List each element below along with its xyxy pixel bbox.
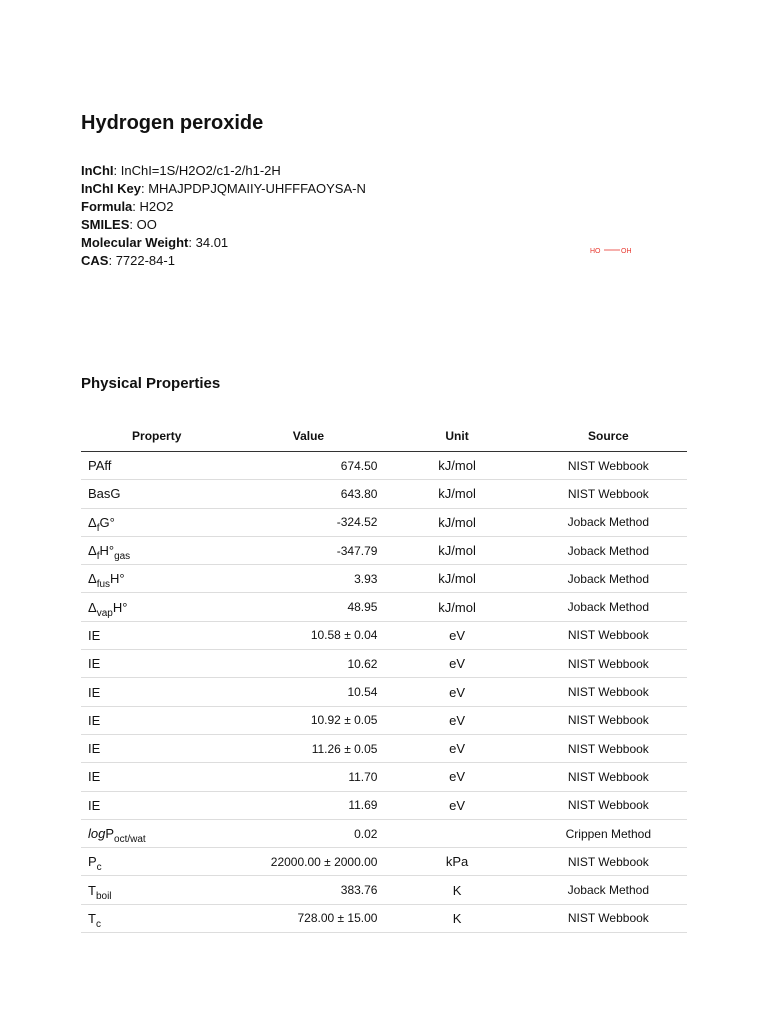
value-cell: 11.26 ± 0.05 (232, 734, 384, 762)
physical-properties-table (81, 421, 687, 933)
table-row (81, 621, 687, 649)
unit-cell (384, 819, 529, 847)
value-cell: 10.92 ± 0.05 (232, 706, 384, 734)
property-name-part: Δ (88, 599, 97, 615)
property-name-part: IE (88, 741, 101, 757)
identifier-value: 7722-84-1 (115, 253, 175, 268)
section-title: Physical Properties (81, 375, 221, 392)
identifier-smiles: SMILES: OO (81, 217, 157, 232)
identifier-value: 34.01 (195, 235, 229, 250)
property-name-part: IE (88, 627, 101, 643)
property-cell (81, 536, 232, 564)
identifier-key: Molecular Weight (81, 235, 189, 250)
property-cell (81, 763, 232, 791)
table-row (81, 848, 687, 876)
table-row (81, 904, 687, 932)
table-row (81, 508, 687, 536)
source-cell: NIST Webbook (530, 848, 687, 876)
property-name-part: IE (88, 769, 101, 785)
source-cell: NIST Webbook (530, 904, 687, 932)
property-name-part: G° (99, 514, 115, 530)
value-cell: 0.02 (232, 819, 384, 847)
property-name-part: BasG (88, 486, 121, 502)
property-name-part: boil (95, 890, 112, 902)
identifier-cas: CAS: 7722-84-1 (81, 253, 175, 268)
column-header-value: Value (232, 421, 384, 452)
property-name-part: Δ (88, 543, 97, 559)
value-cell: 728.00 ± 15.00 (232, 904, 384, 932)
unit-cell: eV (384, 650, 529, 678)
value-cell: 10.54 (232, 678, 384, 706)
identifier-key: InChI (81, 163, 114, 178)
property-cell (81, 480, 232, 508)
unit-cell: K (384, 904, 529, 932)
identifier-value: InChI=1S/H2O2/c1-2/h1-2H (120, 163, 281, 178)
table-row (81, 650, 687, 678)
property-name-part: IE (88, 797, 101, 813)
property-cell (81, 734, 232, 762)
property-name-part: f (96, 522, 100, 534)
property-cell (81, 593, 232, 621)
unit-cell: kJ/mol (384, 593, 529, 621)
source-cell: NIST Webbook (530, 452, 687, 480)
unit-cell: kJ/mol (384, 452, 529, 480)
table-row (81, 734, 687, 762)
source-cell: NIST Webbook (530, 763, 687, 791)
source-cell: NIST Webbook (530, 734, 687, 762)
identifier-key: InChI Key (81, 181, 141, 196)
table-row (81, 452, 687, 480)
table-row (81, 565, 687, 593)
unit-cell: eV (384, 678, 529, 706)
property-name-part: H° (110, 571, 125, 587)
property-name-part: gas (114, 551, 131, 563)
value-cell: 11.69 (232, 791, 384, 819)
table-row (81, 763, 687, 791)
property-cell (81, 706, 232, 734)
property-name-part: IE (88, 684, 101, 700)
source-cell: Joback Method (530, 565, 687, 593)
property-name-part: c (96, 862, 102, 874)
source-cell: Joback Method (530, 876, 687, 904)
unit-cell: kJ/mol (384, 536, 529, 564)
property-name-part: Δ (88, 571, 97, 587)
column-header-unit: Unit (384, 421, 529, 452)
source-cell: NIST Webbook (530, 480, 687, 508)
property-name-part: fus (96, 579, 111, 591)
source-cell: Crippen Method (530, 819, 687, 847)
column-header-source: Source (530, 421, 687, 452)
property-name-part: T (88, 910, 96, 926)
property-name-part: f (96, 551, 100, 563)
table-row (81, 480, 687, 508)
property-cell (81, 819, 232, 847)
property-cell (81, 791, 232, 819)
column-header-property: Property (81, 421, 232, 452)
property-cell (81, 848, 232, 876)
unit-cell: eV (384, 734, 529, 762)
identifier-value: OO (136, 217, 157, 232)
property-name-part: log (88, 826, 106, 841)
property-name-part: IE (88, 656, 101, 672)
value-cell: -324.52 (232, 508, 384, 536)
unit-cell: eV (384, 706, 529, 734)
property-cell (81, 565, 232, 593)
table-row (81, 876, 687, 904)
property-cell (81, 876, 232, 904)
source-cell: Joback Method (530, 536, 687, 564)
unit-cell: eV (384, 621, 529, 649)
value-cell: 48.95 (232, 593, 384, 621)
source-cell: NIST Webbook (530, 791, 687, 819)
property-name-part: vap (96, 607, 113, 619)
table-row (81, 593, 687, 621)
identifier-molecular-weight: Molecular Weight: 34.01 (81, 235, 229, 250)
property-name-part: PAff (88, 458, 112, 474)
property-cell (81, 452, 232, 480)
property-name-part: P (88, 854, 97, 870)
value-cell: 22000.00 ± 2000.00 (232, 848, 384, 876)
unit-cell: kPa (384, 848, 529, 876)
identifier-formula: Formula: H2O2 (81, 199, 174, 214)
source-cell: NIST Webbook (530, 706, 687, 734)
identifier-inchi: InChI: InChI=1S/H2O2/c1-2/h1-2H (81, 163, 281, 178)
table-row (81, 791, 687, 819)
value-cell: 383.76 (232, 876, 384, 904)
structure-atom-right: OH (621, 248, 632, 255)
property-name-part: H° (99, 543, 115, 559)
property-name-part: oct/wat (114, 834, 146, 845)
property-name-part: T (88, 882, 96, 898)
table-row (81, 819, 687, 847)
value-cell: 10.62 (232, 650, 384, 678)
value-cell: 674.50 (232, 452, 384, 480)
source-cell: NIST Webbook (530, 650, 687, 678)
identifier-list (81, 162, 366, 270)
property-cell (81, 650, 232, 678)
property-cell (81, 904, 232, 932)
value-cell: 3.93 (232, 565, 384, 593)
property-cell (81, 621, 232, 649)
table-row (81, 678, 687, 706)
value-cell: 643.80 (232, 480, 384, 508)
structure-atom-left: HO (590, 248, 601, 255)
unit-cell: kJ/mol (384, 508, 529, 536)
property-cell (81, 508, 232, 536)
source-cell: NIST Webbook (530, 678, 687, 706)
table-body (81, 452, 687, 933)
unit-cell: kJ/mol (384, 480, 529, 508)
value-cell: 10.58 ± 0.04 (232, 621, 384, 649)
table-header-row (81, 421, 687, 452)
unit-cell: eV (384, 791, 529, 819)
identifier-value: MHAJPDPJQMAIIY-UHFFFAOYSA-N (148, 181, 366, 196)
source-cell: Joback Method (530, 593, 687, 621)
source-cell: NIST Webbook (530, 621, 687, 649)
value-cell: -347.79 (232, 536, 384, 564)
identifier-key: SMILES (81, 217, 130, 232)
source-cell: Joback Method (530, 508, 687, 536)
unit-cell: K (384, 876, 529, 904)
identifier-key: CAS (81, 253, 109, 268)
identifier-key: Formula (81, 199, 133, 214)
unit-cell: eV (384, 763, 529, 791)
page-title: Hydrogen peroxide (81, 112, 264, 134)
molecule-structure-image (588, 243, 638, 257)
identifier-value: H2O2 (139, 199, 174, 214)
property-name-part: Δ (88, 514, 97, 530)
property-name-part: H° (112, 599, 128, 615)
value-cell: 11.70 (232, 763, 384, 791)
property-cell (81, 678, 232, 706)
property-name-part: P (105, 826, 115, 841)
unit-cell: kJ/mol (384, 565, 529, 593)
property-name-part: IE (88, 712, 101, 728)
identifier-inchi-key: InChI Key: MHAJPDPJQMAIIY-UHFFFAOYSA-N (81, 181, 366, 196)
table-row (81, 706, 687, 734)
table-row (81, 536, 687, 564)
property-name-part: c (95, 918, 101, 930)
